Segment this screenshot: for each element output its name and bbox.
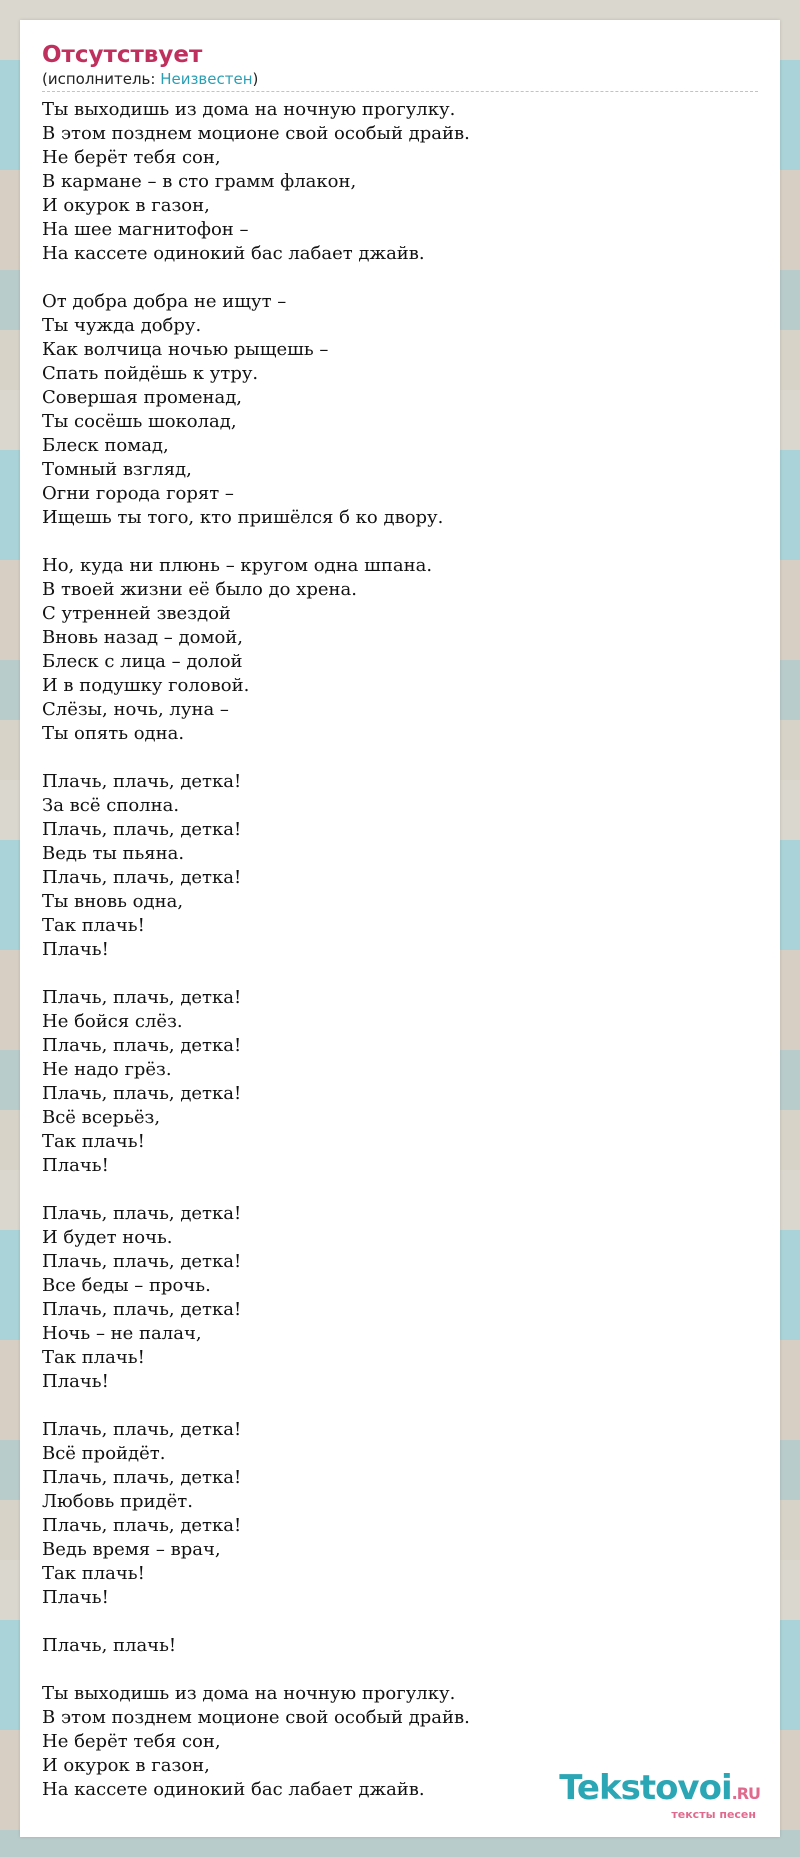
logo-wordmark <box>559 1768 760 1811</box>
artist-prefix: (исполнитель: <box>42 70 161 88</box>
site-logo[interactable] <box>559 1768 760 1821</box>
artist-line <box>42 70 758 89</box>
song-title: Отсутствует <box>42 42 203 68</box>
logo-name: Tekstovoi <box>559 1768 732 1808</box>
lyrics-card <box>20 20 780 1837</box>
artist-link[interactable]: Неизвестен <box>160 70 253 88</box>
logo-tagline: тексты песен <box>671 1808 756 1821</box>
lyrics-text: Ты выходишь из дома на ночную прогулку. В этом позднем моционе свой особый драйв. Не берёт тебя сон, В кармане – в сто грамм флакон, И окурок в газон, На шее магнитофон – На кассете одинокий бас лабает джайв. От добра добра не ищут – Ты чужда добру. Как волчица ночью рыщешь – Спать пойдёшь к утру. Совершая променад, Ты сосёшь шоколад, Блеск помад, Томный взгляд, Огни города горят – Ищешь ты того, кто пришёлся б ко двору. Но, куда ни плюнь – кругом одна шпана. В твоей жизни её было до хрена. С утренней звездой Вновь назад – домой, Блеск с лица – долой И в подушку головой. Слёзы, ночь, луна – Ты опять одна. Плачь, плачь, детка! За всё сполна. Плачь, плачь, детка! Ведь ты пьяна. Плачь, плачь, детка! Ты вновь одна, Так плачь! Плачь! Плачь, плачь, детка! Не бойся слёз. Плачь, плачь, детка! Не надо грёз. Плачь, плачь, детка! Всё всерьёз, Так плачь! Плачь! Плачь, плачь, детка! И будет ночь. Плачь, плачь, детка! Все беды – прочь. Плачь, плачь, детка! Ночь – не палач, Так плачь! Плачь! Плачь, плачь, детка! Всё пройдёт. Плачь, плачь, детка! Любовь придёт. Плачь, плачь, детка! Ведь время – врач, Так плачь! Плачь! Плачь, плачь! Ты выходишь из дома на ночную прогулку. В этом позднем моционе свой особый драйв. Не берёт тебя сон, И окурок в газон, На кассете одинокий бас лабает джайв. <box>42 99 470 1800</box>
logo-tld: .RU <box>731 1784 760 1803</box>
song-header <box>42 40 758 92</box>
artist-suffix: ) <box>252 70 259 88</box>
